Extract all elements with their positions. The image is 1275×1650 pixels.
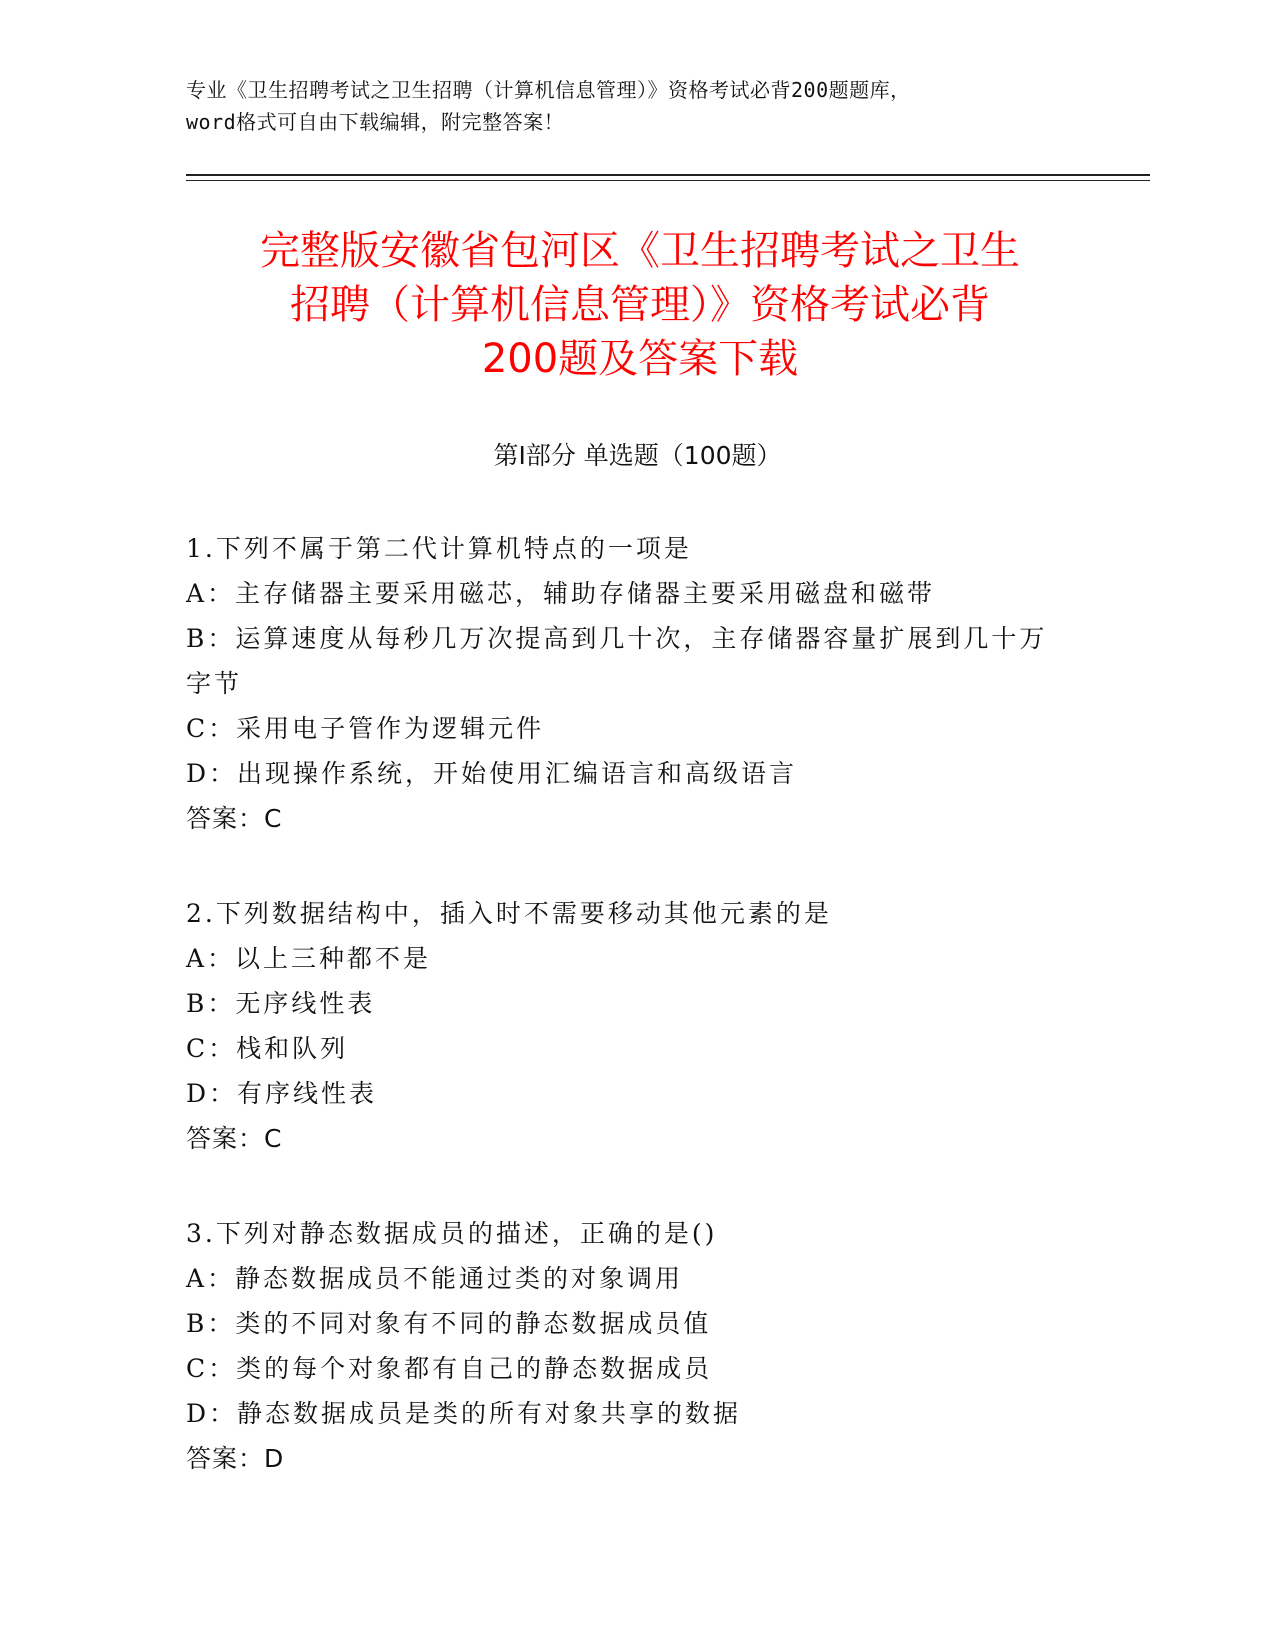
section-heading: 第Ⅰ部分 单选题（100题） xyxy=(493,441,782,470)
answer-text: 答案：D xyxy=(186,1444,285,1473)
answer-text: 答案：C xyxy=(186,1124,283,1153)
header-divider-thick xyxy=(186,174,1150,176)
intro-line-1: 专业《卫生招聘考试之卫生招聘（计算机信息管理）》资格考试必背200题题库， xyxy=(186,78,911,102)
title-line-2: 招聘（计算机信息管理）》资格考试必背 xyxy=(290,282,990,328)
question-2 xyxy=(186,891,1086,1161)
option-b: B：运算速度从每秒几万次提高到几十次，主存储器容量扩展到几十万字节 xyxy=(186,624,1048,698)
option-b: B：类的不同对象有不同的静态数据成员值 xyxy=(186,1309,712,1338)
document-title xyxy=(150,224,1130,386)
option-a: A：静态数据成员不能通过类的对象调用 xyxy=(186,1264,684,1293)
option-c: C：栈和队列 xyxy=(186,1034,349,1063)
question-stem: 1.下列不属于第二代计算机特点的一项是 xyxy=(186,534,692,563)
intro-text xyxy=(186,74,1086,138)
option-c: C：类的每个对象都有自己的静态数据成员 xyxy=(186,1354,713,1383)
title-line-3: 200题及答案下载 xyxy=(481,336,799,382)
option-a: A：以上三种都不是 xyxy=(186,944,432,973)
question-stem: 2.下列数据结构中，插入时不需要移动其他元素的是 xyxy=(186,899,832,928)
header-divider-thin xyxy=(186,180,1150,181)
title-line-1: 完整版安徽省包河区《卫生招聘考试之卫生 xyxy=(260,228,1020,274)
question-3 xyxy=(186,1211,1086,1481)
option-d: D：有序线性表 xyxy=(186,1079,378,1108)
option-d: D：静态数据成员是类的所有对象共享的数据 xyxy=(186,1399,742,1428)
intro-line-2: word格式可自由下载编辑，附完整答案！ xyxy=(186,110,565,134)
answer-text: 答案：C xyxy=(186,804,283,833)
question-1 xyxy=(186,526,1086,841)
option-d: D：出现操作系统，开始使用汇编语言和高级语言 xyxy=(186,759,798,788)
option-c: C：采用电子管作为逻辑元件 xyxy=(186,714,545,743)
question-stem: 3.下列对静态数据成员的描述，正确的是() xyxy=(186,1219,718,1248)
option-b: B：无序线性表 xyxy=(186,989,376,1018)
question-list xyxy=(186,526,1086,1531)
option-a: A：主存储器主要采用磁芯，辅助存储器主要采用磁盘和磁带 xyxy=(186,579,936,608)
